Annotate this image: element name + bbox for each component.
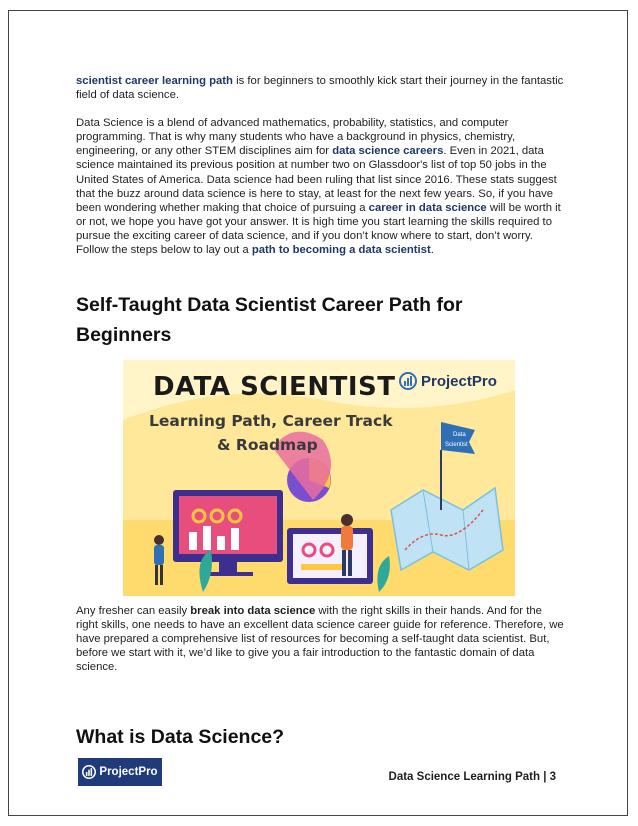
- body-text: [76, 74, 566, 271]
- text-span: is for beginners to smoothly kick start their journey in the fantastic field of data science.: [76, 75, 564, 102]
- banner-image: [123, 360, 515, 596]
- link-data-science-careers[interactable]: data science careers: [332, 145, 444, 158]
- footer-running-title: Data Science Learning Path | 3: [388, 771, 556, 783]
- link-career-in-data-science[interactable]: career in data science: [368, 201, 487, 214]
- link-path-to-becoming-data-scientist[interactable]: path to becoming a data scientist: [251, 244, 431, 257]
- intro-paragraph-2: [76, 116, 566, 257]
- second-screen-illustration: [287, 528, 373, 584]
- text-span: Data Science is a blend of advanced mathematics, probability, statistics, and computer programming. That is why many students who have a background in physics, chemistry, engineering, or any other STEM disciplines aim for: [76, 117, 516, 158]
- banner-subtitle-2: & Roadmap: [217, 436, 318, 454]
- intro-paragraph-1: [76, 74, 566, 102]
- text-span: Any fresher can easily: [76, 605, 191, 617]
- text-span: with the right skills in their hands. And for the right skills, one needs to have an excellent data science career guide for reference. Therefore, we have prepared a comprehensive list of resources for becoming a self-taught data scientist. But, before we start with it, we’d like to give you a fair introduction to the fantastic domain of data science.: [76, 605, 564, 674]
- flag-label-1: Data: [453, 432, 466, 438]
- banner-title: DATA SCIENTIST: [153, 372, 396, 402]
- banner-logo-text: ProjectPro: [421, 372, 497, 390]
- text-span: .: [430, 244, 434, 257]
- text-span: will be worth it or not, we hope you have got your answer. It is high time you start learning the skills required to pursue the exciting career of data science, and if you don’t know where to start, don’t worry. Follow the steps below to lay out a: [76, 201, 561, 257]
- banner-logo: [399, 372, 497, 390]
- flag-label-2: Scientist: [445, 442, 468, 448]
- paragraph-3: [76, 604, 566, 674]
- text-span: . Even in 2021, data science maintained its previous position at number two on Glassdoor's list of top 50 jobs in the United States of America. Data science had been ruling that list since 2016. These stats suggest that the buzz around data science is here to stay, at least for the next few years. So, if you have been wondering whether making that choice of pursuing a: [76, 145, 557, 214]
- projectpro-logo-icon: [82, 765, 96, 779]
- link-career-learning-path[interactable]: scientist career learning path: [76, 75, 233, 87]
- section-heading-what-is-data-science: What is Data Science?: [76, 726, 285, 748]
- projectpro-logo-icon: [399, 372, 417, 390]
- banner-subtitle: Learning Path, Career Track: [149, 412, 393, 430]
- footer-logo-text: ProjectPro: [99, 766, 158, 778]
- footer-logo: [78, 758, 162, 786]
- body-text-2: [76, 604, 566, 688]
- section-heading-career-path: Self-Taught Data Scientist Career Path for Beginners: [76, 294, 463, 346]
- bold-break-into-data-science: break into data science: [190, 605, 316, 617]
